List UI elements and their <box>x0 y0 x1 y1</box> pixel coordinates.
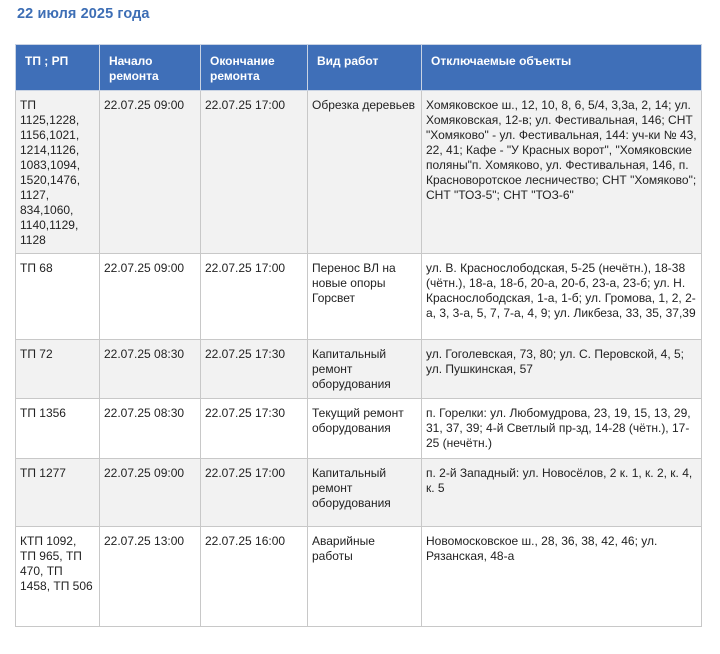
cell-tp: ТП 72 <box>16 340 100 399</box>
cell-tp: КТП 1092, ТП 965, ТП 470, ТП 1458, ТП 506 <box>16 527 100 627</box>
cell-tp: ТП 68 <box>16 254 100 340</box>
cell-objects: п. 2-й Западный: ул. Новосёлов, 2 к. 1, к. 2, к. 4, к. 5 <box>422 459 702 527</box>
cell-objects: ул. Гоголевская, 73, 80; ул. С. Перовской, 4, 5; ул. Пушкинская, 57 <box>422 340 702 399</box>
cell-kind: Обрезка деревьев <box>308 91 422 254</box>
cell-end: 22.07.25 16:00 <box>201 527 308 627</box>
table-row <box>16 91 702 254</box>
cell-start: 22.07.25 08:30 <box>100 399 201 459</box>
table-row <box>16 459 702 527</box>
cell-kind: Капитальный ремонт оборудования <box>308 340 422 399</box>
table-row <box>16 399 702 459</box>
header-end: Окончание ремонта <box>201 45 308 91</box>
table-row <box>16 527 702 627</box>
cell-objects: Хомяковское ш., 12, 10, 8, 6, 5/4, 3,3а, 2, 14; ул. Хомяковская, 12-в; ул. Фестивальная, 146; СНТ "Хомяково" - ул. Фестивальная, 144: уч-ки № 43, 22, 41; Кафе - "У Красных ворот", "Хомяковские поляны"п. Хомяково, ул. Фестивальная, 146, п. Красноворотское лесничество; СНТ "Хомяково"; СНТ "ТОЗ-5"; СНТ "ТОЗ-6" <box>422 91 702 254</box>
cell-kind: Текущий ремонт оборудования <box>308 399 422 459</box>
outages-table <box>15 44 702 627</box>
cell-objects: ул. В. Краснослободская, 5-25 (нечётн.), 18-38 (чётн.), 18-а, 18-б, 20-а, 20-б, 23-а, 23-б; ул. Н. Краснослободская, 1-а, 1-б; ул. Громова, 1, 2, 2-а, 3, 3-а, 5, 7, 7-а, 4, 9; ул. Ликбеза, 33, 35, 37,39 <box>422 254 702 340</box>
cell-kind: Капитальный ремонт оборудования <box>308 459 422 527</box>
cell-end: 22.07.25 17:30 <box>201 340 308 399</box>
cell-start: 22.07.25 13:00 <box>100 527 201 627</box>
header-tp: ТП ; РП <box>16 45 100 91</box>
cell-start: 22.07.25 08:30 <box>100 340 201 399</box>
header-objects: Отключаемые объекты <box>422 45 702 91</box>
cell-kind: Аварийные работы <box>308 527 422 627</box>
cell-tp: ТП 1356 <box>16 399 100 459</box>
table-row <box>16 340 702 399</box>
cell-start: 22.07.25 09:00 <box>100 254 201 340</box>
header-start: Начало ремонта <box>100 45 201 91</box>
page-title: 22 июля 2025 года <box>17 6 150 22</box>
table-row <box>16 254 702 340</box>
cell-objects: Новомосковское ш., 28, 36, 38, 42, 46; ул. Рязанская, 48-а <box>422 527 702 627</box>
cell-end: 22.07.25 17:00 <box>201 91 308 254</box>
cell-tp: ТП 1277 <box>16 459 100 527</box>
header-kind: Вид работ <box>308 45 422 91</box>
cell-kind: Перенос ВЛ на новые опоры Горсвет <box>308 254 422 340</box>
table-header-row <box>16 45 702 91</box>
cell-end: 22.07.25 17:30 <box>201 399 308 459</box>
cell-end: 22.07.25 17:00 <box>201 254 308 340</box>
cell-end: 22.07.25 17:00 <box>201 459 308 527</box>
cell-tp: ТП 1125,1228, 1156,1021, 1214,1126, 1083,1094, 1520,1476, 1127, 834,1060, 1140,1129, 1128 <box>16 91 100 254</box>
cell-objects: п. Горелки: ул. Любомудрова, 23, 19, 15, 13, 29, 31, 37, 39; 4-й Светлый пр-зд, 14-28 (чётн.), 17-25 (нечётн.) <box>422 399 702 459</box>
cell-start: 22.07.25 09:00 <box>100 459 201 527</box>
cell-start: 22.07.25 09:00 <box>100 91 201 254</box>
